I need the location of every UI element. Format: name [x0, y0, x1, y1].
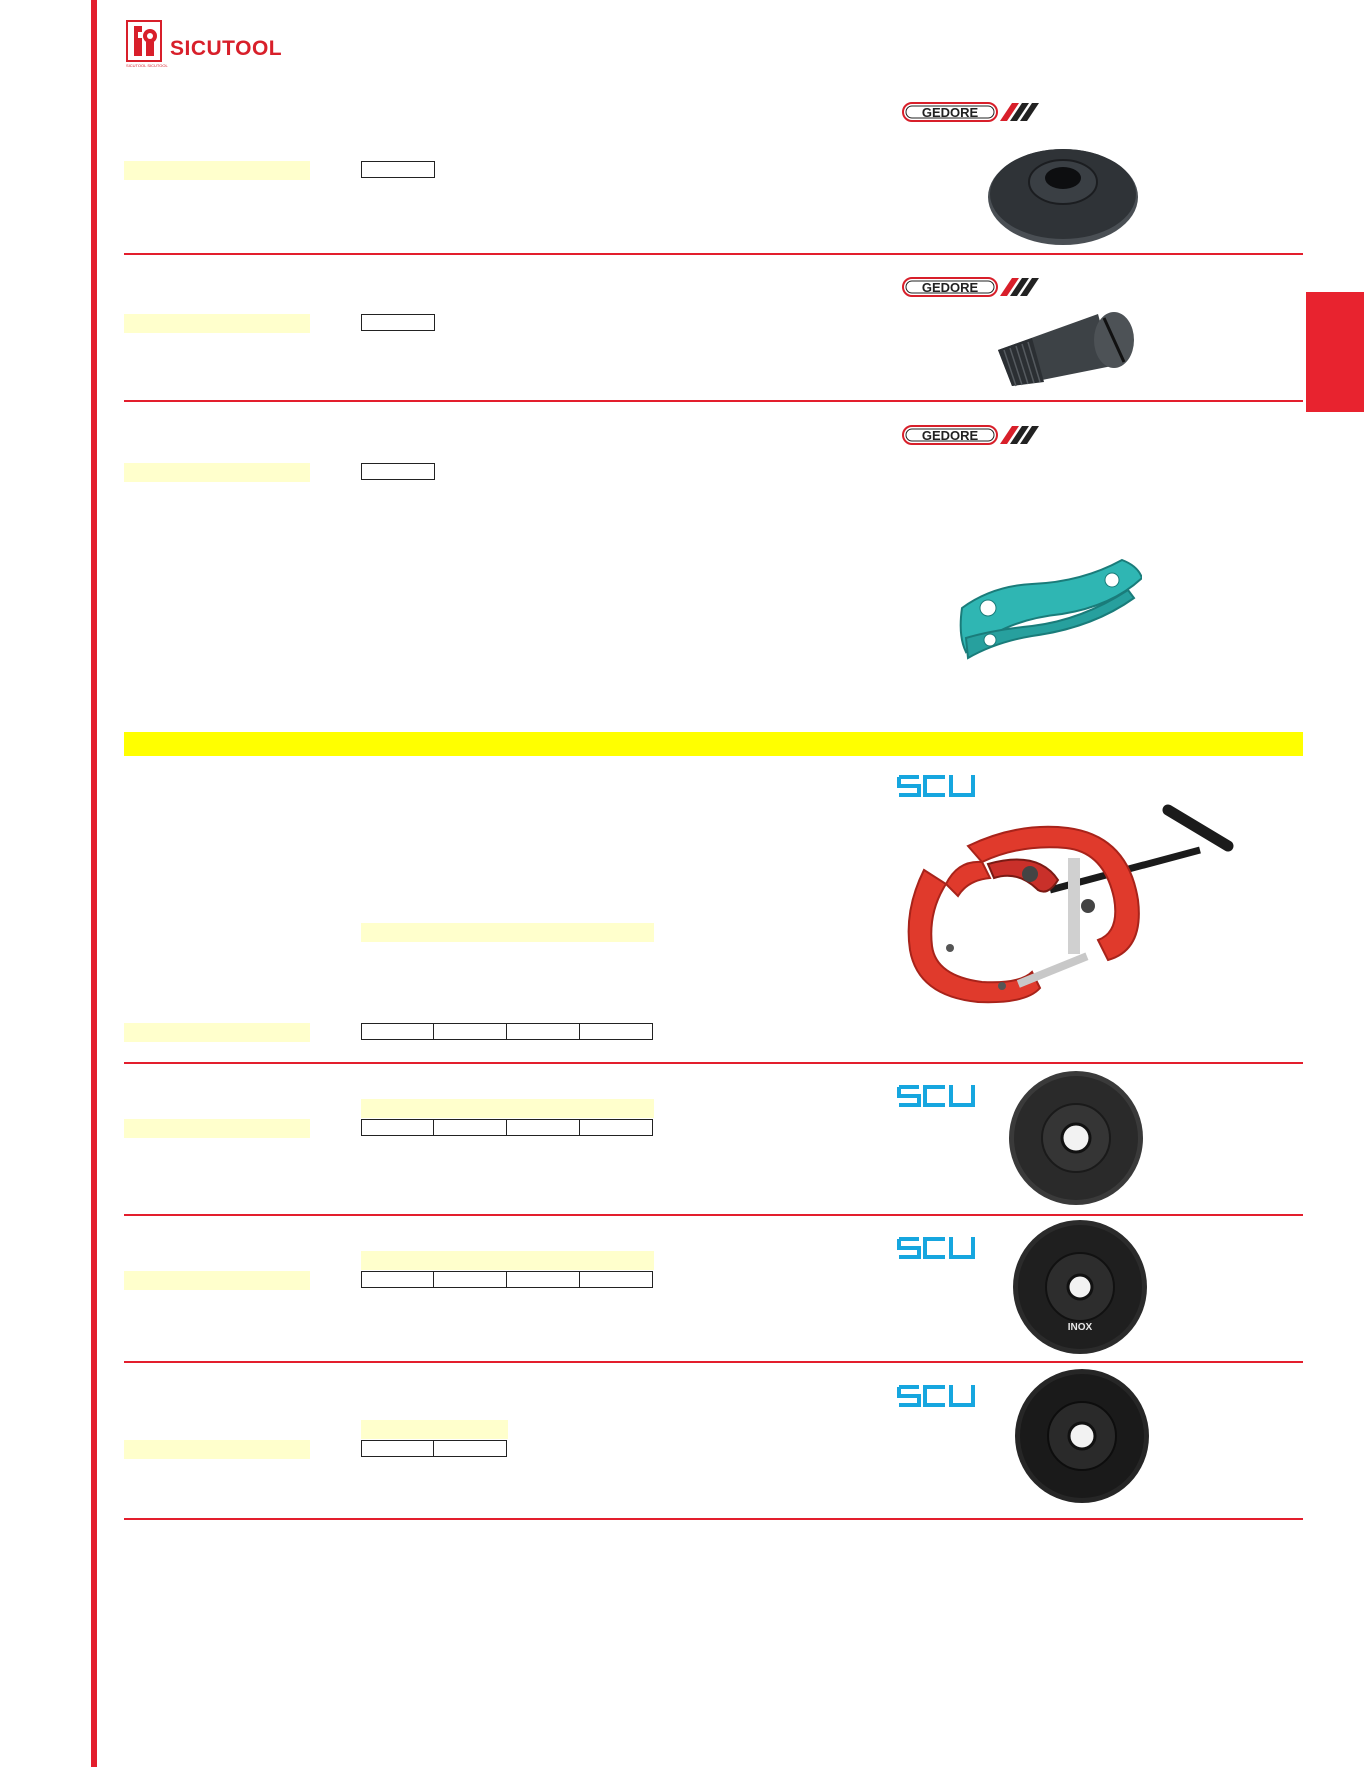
- svg-text:GEDORE: GEDORE: [921, 428, 979, 443]
- spec-header-field: [361, 1099, 654, 1118]
- divider: [124, 1214, 1303, 1216]
- brand-name: SICUTOOL: [170, 37, 283, 60]
- product-code-field: [124, 314, 310, 333]
- product-code-field: [124, 1119, 310, 1138]
- divider: [124, 400, 1303, 402]
- qty-box[interactable]: [361, 1440, 434, 1457]
- qty-box[interactable]: [507, 1023, 580, 1040]
- divider: [124, 1361, 1303, 1363]
- qty-box[interactable]: [361, 463, 435, 480]
- product-code-field: [124, 463, 310, 482]
- section-band: [124, 732, 1303, 756]
- scu-logo-icon: [897, 1083, 977, 1114]
- product-code-field: [124, 1023, 310, 1042]
- qty-box[interactable]: [434, 1271, 507, 1288]
- cutter-wheel-inox-icon: [1011, 1218, 1149, 1356]
- qty-grid: [361, 1119, 653, 1136]
- divider: [124, 1062, 1303, 1064]
- teal-bracket-icon: [952, 556, 1142, 671]
- qty-box[interactable]: [434, 1440, 507, 1457]
- left-margin-bar: [91, 0, 97, 1767]
- qty-box[interactable]: [361, 1271, 434, 1288]
- scu-logo-icon: [897, 1235, 977, 1266]
- cutter-wheel-icon: [1007, 1069, 1145, 1212]
- qty-box[interactable]: [507, 1271, 580, 1288]
- section-tab[interactable]: [1306, 292, 1364, 412]
- qty-box[interactable]: [361, 314, 435, 331]
- spec-header-field: [361, 923, 654, 942]
- scu-logo-icon: [897, 1383, 977, 1414]
- product-code-field: [124, 161, 310, 180]
- qty-box[interactable]: [580, 1271, 653, 1288]
- divider: [124, 1518, 1303, 1520]
- qty-box[interactable]: [580, 1023, 653, 1040]
- spec-header-field: [361, 1420, 508, 1439]
- qty-grid: [361, 1440, 507, 1457]
- svg-text:GEDORE: GEDORE: [921, 105, 979, 120]
- qty-box[interactable]: [434, 1023, 507, 1040]
- qty-grid: [361, 1023, 653, 1040]
- gedore-logo-icon: [902, 101, 1042, 123]
- product-code-field: [124, 1440, 310, 1459]
- qty-box[interactable]: [361, 161, 435, 178]
- gedore-logo-icon: [902, 424, 1042, 446]
- wheel-label: INOX: [1067, 1322, 1093, 1333]
- qty-box[interactable]: [361, 1023, 434, 1040]
- qty-box[interactable]: [361, 1119, 434, 1136]
- qty-box[interactable]: [580, 1119, 653, 1136]
- product-code-field: [124, 1271, 310, 1290]
- brand-subtitle: SICUTOOL SICUTOOL: [126, 63, 168, 68]
- hinged-pipe-cutter-icon: [898, 800, 1234, 1017]
- gedore-logo-icon: [902, 276, 1042, 298]
- cutter-wheel-icon: [1013, 1367, 1151, 1510]
- qty-box[interactable]: [434, 1119, 507, 1136]
- qty-grid: [361, 1271, 653, 1288]
- qty-box[interactable]: [507, 1119, 580, 1136]
- threaded-pin-icon: [992, 306, 1144, 395]
- cutting-wheel-icon: [986, 142, 1140, 251]
- divider: [124, 253, 1303, 255]
- spec-header-field: [361, 1251, 654, 1270]
- svg-text:GEDORE: GEDORE: [921, 280, 979, 295]
